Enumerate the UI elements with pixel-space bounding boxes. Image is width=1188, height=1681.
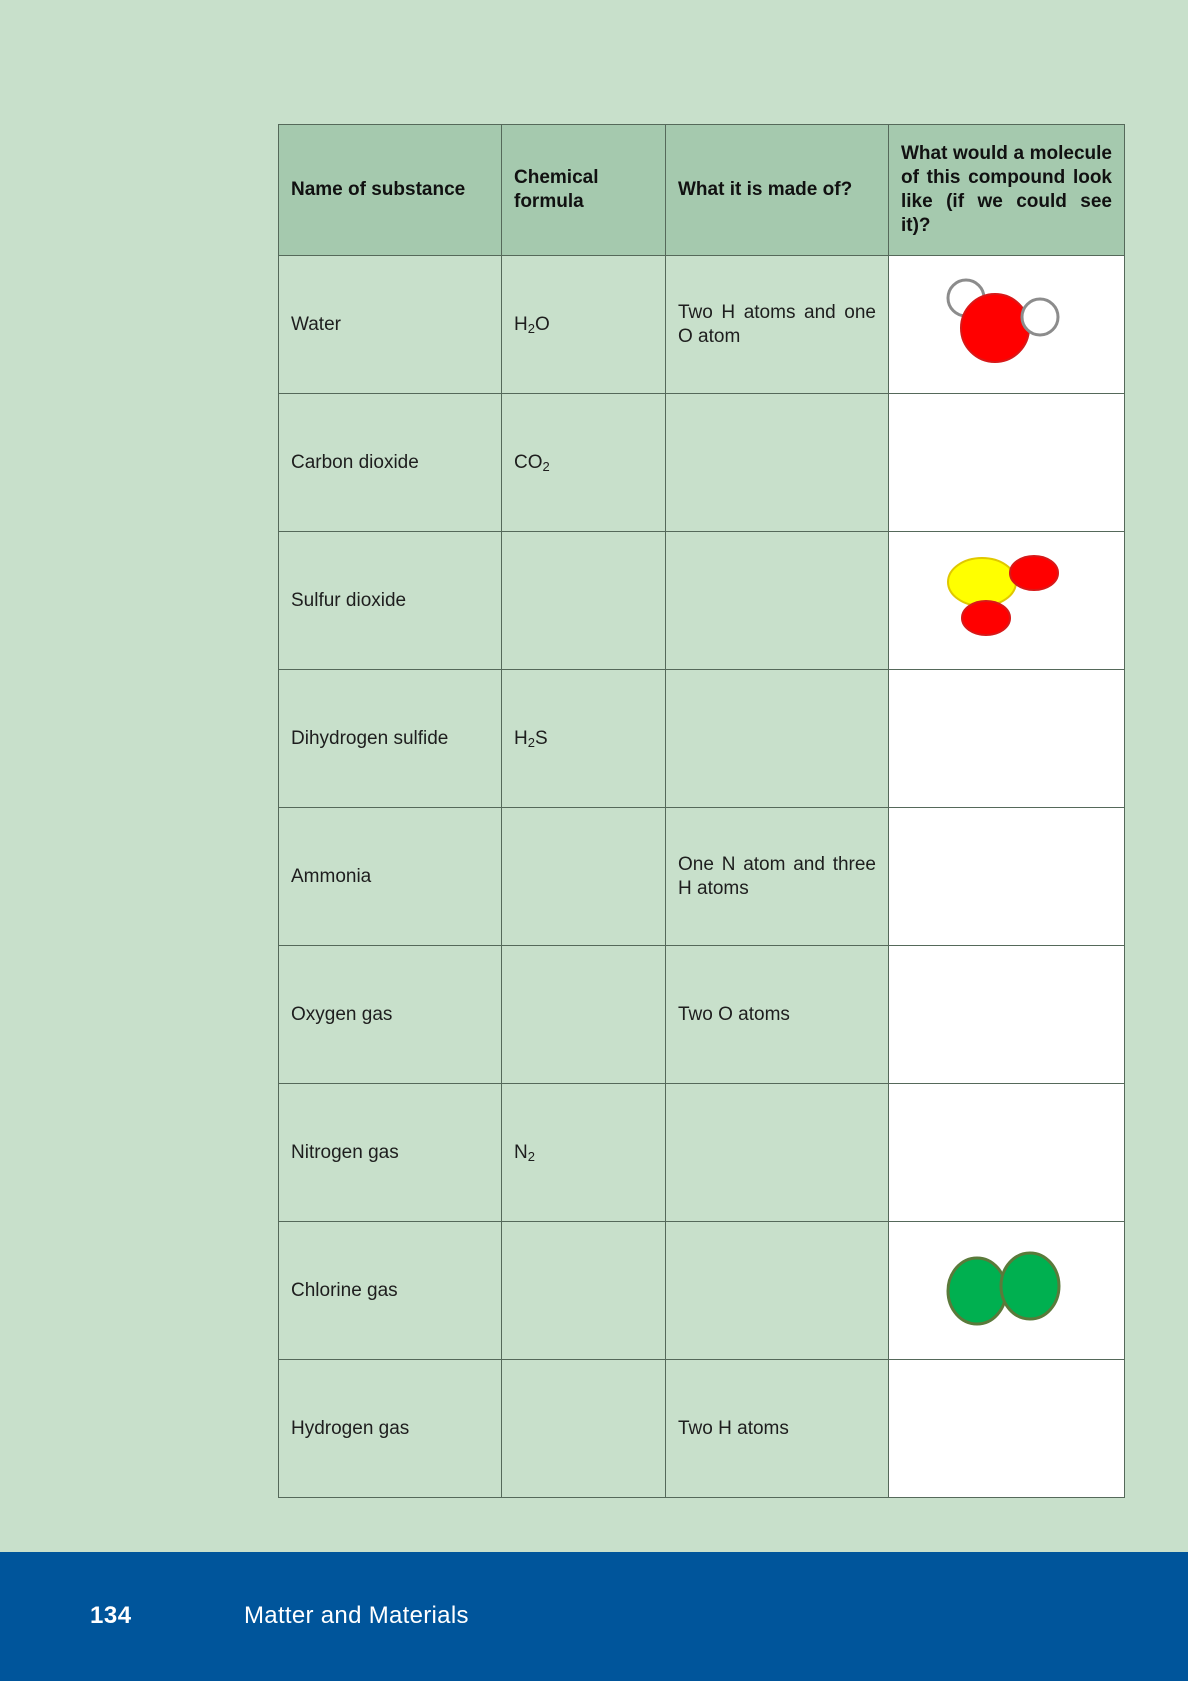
chlorine-atom-left bbox=[948, 1258, 1006, 1324]
made-of bbox=[666, 1084, 889, 1222]
page-number: 134 bbox=[90, 1602, 132, 1629]
substance-name: Hydrogen gas bbox=[279, 1360, 502, 1498]
oxygen-atom-bottom bbox=[962, 601, 1010, 635]
made-of: Two H atoms bbox=[666, 1360, 889, 1498]
made-of: One N atom and three H atoms bbox=[666, 808, 889, 946]
table-row bbox=[279, 394, 1125, 532]
page-footer bbox=[0, 1552, 1188, 1681]
table-row bbox=[279, 670, 1125, 808]
made-of bbox=[666, 670, 889, 808]
substance-name: Water bbox=[279, 256, 502, 394]
substance-name: Chlorine gas bbox=[279, 1222, 502, 1360]
molecule-picture bbox=[889, 808, 1125, 946]
made-of bbox=[666, 1222, 889, 1360]
oxygen-atom bbox=[961, 294, 1029, 362]
substance-name: Nitrogen gas bbox=[279, 1084, 502, 1222]
molecule-picture bbox=[889, 532, 1125, 670]
oxygen-atom-right bbox=[1010, 556, 1058, 590]
header-formula: Chemical formula bbox=[502, 125, 666, 256]
table-row bbox=[279, 532, 1125, 670]
made-of: Two H atoms and one O atom bbox=[666, 256, 889, 394]
chemical-formula bbox=[502, 1360, 666, 1498]
header-picture: What would a molecule of this compound look like (if we could see it)? bbox=[889, 125, 1125, 256]
molecule-picture bbox=[889, 256, 1125, 394]
substance-name: Carbon dioxide bbox=[279, 394, 502, 532]
chemical-formula: $CO_2$ bbox=[502, 394, 666, 532]
substance-name: Sulfur dioxide bbox=[279, 532, 502, 670]
water-molecule bbox=[889, 260, 1125, 390]
chemical-formula: $H_2O$ bbox=[502, 256, 666, 394]
sulfur-dioxide-molecule bbox=[889, 536, 1125, 666]
chemical-formula: $N_2$ bbox=[502, 1084, 666, 1222]
chemical-formula bbox=[502, 532, 666, 670]
molecule-picture bbox=[889, 946, 1125, 1084]
table-row bbox=[279, 1360, 1125, 1498]
molecule-picture bbox=[889, 670, 1125, 808]
made-of bbox=[666, 532, 889, 670]
made-of: Two O atoms bbox=[666, 946, 889, 1084]
substance-name: Oxygen gas bbox=[279, 946, 502, 1084]
chemical-formula: $H_2S$ bbox=[502, 670, 666, 808]
table-row bbox=[279, 808, 1125, 946]
chlorine-atom-right bbox=[1001, 1253, 1059, 1319]
header-row bbox=[279, 125, 1125, 256]
table-row bbox=[279, 1222, 1125, 1360]
chemical-formula bbox=[502, 946, 666, 1084]
substance-name: Ammonia bbox=[279, 808, 502, 946]
chemical-formula bbox=[502, 808, 666, 946]
molecule-picture bbox=[889, 1222, 1125, 1360]
made-of bbox=[666, 394, 889, 532]
header-made-of: What it is made of? bbox=[666, 125, 889, 256]
chapter-title: Matter and Materials bbox=[244, 1602, 469, 1629]
molecule-picture bbox=[889, 1084, 1125, 1222]
substance-name: Dihydrogen sulfide bbox=[279, 670, 502, 808]
chemical-formula bbox=[502, 1222, 666, 1360]
compound-table bbox=[278, 124, 1125, 1498]
molecule-picture bbox=[889, 394, 1125, 532]
sulfur-atom bbox=[948, 558, 1016, 606]
hydrogen-atom-right bbox=[1022, 299, 1058, 335]
header-name: Name of substance bbox=[279, 125, 502, 256]
table-row bbox=[279, 946, 1125, 1084]
molecule-picture bbox=[889, 1360, 1125, 1498]
table-row bbox=[279, 256, 1125, 394]
chlorine-molecule bbox=[889, 1229, 1125, 1353]
table-row bbox=[279, 1084, 1125, 1222]
